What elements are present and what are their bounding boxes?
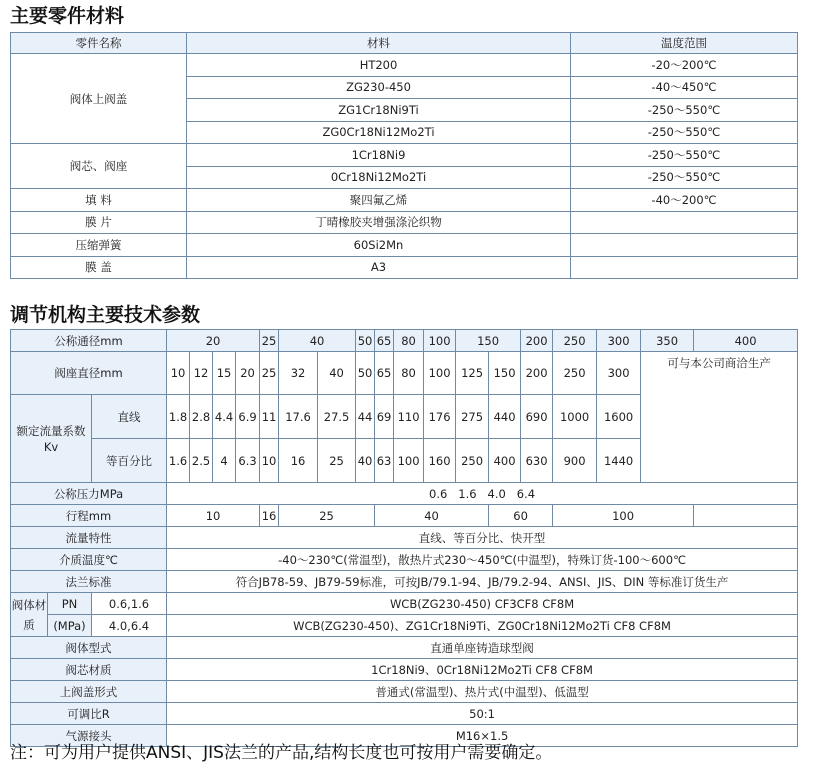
part-name: 阀体上阀盖 [11,54,187,144]
temp-cell: -40～450℃ [571,76,798,99]
table-cell: 25 [318,439,356,483]
table-cell: 11 [260,395,279,439]
table-cell: 400 [694,330,798,352]
table-cell: 300 [597,352,641,395]
table-cell: 25 [260,352,279,395]
table-cell: 2.5 [190,439,213,483]
table-cell: 69 [375,395,394,439]
specs-table [10,329,798,747]
table-cell: 1.6 [167,439,190,483]
body-type-label: 阀体型式 [11,637,167,659]
pn-value: 4.0,6.4 [92,615,167,637]
table-cell: 10 [167,505,260,527]
table-cell: 1600 [597,395,641,439]
pressure-row [11,483,798,505]
table-cell: 250 [553,330,597,352]
table-cell: 400 [489,439,521,483]
material-cell: ZG230-450 [187,76,571,99]
medium-temp-label: 介质温度℃ [11,549,167,571]
table-cell: 250 [553,352,597,395]
table-cell: 10 [260,439,279,483]
medium-temp-value: -40～230℃(常温型)，散热片式230～450℃(中温型)，特殊订货-100～600℃ [167,549,798,571]
table-cell: 150 [456,330,521,352]
table-cell: 50 [356,352,375,395]
table-cell: 1440 [597,439,641,483]
table-cell: 690 [521,395,553,439]
table-cell: 40 [279,330,356,352]
air-conn-label: 气源接头 [11,725,167,747]
table-cell: 50 [356,330,375,352]
material-cell: 1Cr18Ni9 [187,144,571,167]
nominal-dn-row [11,330,798,352]
body-material-row [11,593,798,615]
table-cell: 16 [279,439,318,483]
bonnet-row [11,681,798,703]
table-cell: 275 [456,395,489,439]
table-cell: 1.8 [167,395,190,439]
body-type-value: 直通单座铸造球型阀 [167,637,798,659]
plug-material-value: 1Cr18Ni9、0Cr18Ni12Mo2Ti CF8 CF8M [167,659,798,681]
body-type-row [11,637,798,659]
table-cell: 12 [190,352,213,395]
stroke-row [11,505,798,527]
consult-note: 可与本公司商洽生产 [641,352,798,483]
table-cell: 16 [260,505,279,527]
table-row [11,144,798,167]
pn-label: PN [48,593,92,615]
table-cell: 63 [375,439,394,483]
table-cell: 2.8 [190,395,213,439]
table-cell: 80 [394,330,424,352]
table-cell: 160 [424,439,456,483]
header-material: 材料 [187,33,571,54]
table-cell: 630 [521,439,553,483]
material-cell: HT200 [187,54,571,77]
part-name: 压缩弹簧 [11,234,187,257]
material-cell: 0Cr18Ni12Mo2Ti [187,166,571,189]
temp-cell [571,211,798,234]
table-cell: 25 [279,505,375,527]
table-cell: 4 [213,439,236,483]
material-cell: 丁晴橡胶夹增强涤沦织物 [187,211,571,234]
table-row [11,234,798,257]
table-cell: 80 [394,352,424,395]
table-cell: 65 [375,330,394,352]
table-cell: 100 [424,352,456,395]
table-cell: 27.5 [318,395,356,439]
table-cell: 200 [521,352,553,395]
material-cell: A3 [187,256,571,279]
material-cell: 聚四氟乙烯 [187,189,571,212]
material-cell: 60Si2Mn [187,234,571,257]
table-cell: 100 [394,439,424,483]
materials-table [10,32,798,279]
material-cell: ZG0Cr18Ni12Mo2Ti [187,121,571,144]
rangeability-label: 可调比R [11,703,167,725]
footnote: 注：可为用户提供ANSI、JIS法兰的产品,结构长度也可按用户需要确定。 [10,743,553,763]
stroke-label: 行程mm [11,505,167,527]
body-material-row [11,615,798,637]
part-name: 膜 盖 [11,256,187,279]
material-cell: ZG1Cr18Ni9Ti [187,99,571,122]
rangeability-value: 50:1 [167,703,798,725]
table-cell: 1000 [553,395,597,439]
specs-title: 调节机构主要技术参数 [10,304,201,326]
table-cell: 300 [597,330,641,352]
table-cell: 32 [279,352,318,395]
header-temp: 温度范围 [571,33,798,54]
body-material-value: WCB(ZG230-450) CF3CF8 CF8M [167,593,798,615]
temp-cell [571,256,798,279]
table-cell: 200 [521,330,553,352]
temp-cell: -20～200℃ [571,54,798,77]
table-cell: 110 [394,395,424,439]
table-cell: 44 [356,395,375,439]
table-cell: 350 [641,330,694,352]
pressure-label: 公称压力MPa [11,483,167,505]
kv-equal-label: 等百分比 [92,439,167,483]
kv-label: 额定流量系数Kv [11,395,92,483]
table-cell: 40 [375,505,489,527]
table-row [11,189,798,212]
part-name: 填 料 [11,189,187,212]
table-cell: 6.9 [236,395,260,439]
air-conn-value: M16×1.5 [167,725,798,747]
body-material-label: 阀体材质 [11,593,48,637]
temp-cell: -40～200℃ [571,189,798,212]
flow-char-label: 流量特性 [11,527,167,549]
table-cell: 100 [553,505,694,527]
header-part: 零件名称 [11,33,187,54]
body-material-value: WCB(ZG230-450)、ZG1Cr18Ni9Ti、ZG0Cr18Ni12Mo2Ti CF8 CF8M [167,615,798,637]
part-name: 膜 片 [11,211,187,234]
kv-linear-label: 直线 [92,395,167,439]
table-cell: 60 [489,505,553,527]
temp-cell [571,234,798,257]
table-cell: 40 [356,439,375,483]
pressure-value: 0.6 1.6 4.0 6.4 [167,483,798,505]
table-cell: 4.4 [213,395,236,439]
table-cell: 25 [260,330,279,352]
plug-material-label: 阀芯材质 [11,659,167,681]
table-cell: 15 [213,352,236,395]
table-row [11,256,798,279]
table-cell: 17.6 [279,395,318,439]
flange-row [11,571,798,593]
table-cell [694,505,798,527]
table-cell: 100 [424,330,456,352]
table-cell: 150 [489,352,521,395]
flow-char-value: 直线、等百分比、快开型 [167,527,798,549]
temp-cell: -250～550℃ [571,121,798,144]
seat-dia-row [11,352,798,395]
table-cell: 176 [424,395,456,439]
temp-cell: -250～550℃ [571,166,798,189]
rangeability-row [11,703,798,725]
table-row [11,211,798,234]
bonnet-label: 上阀盖形式 [11,681,167,703]
temp-cell: -250～550℃ [571,99,798,122]
table-cell: 65 [375,352,394,395]
pn-unit: (MPa) [48,615,92,637]
table-cell: 900 [553,439,597,483]
flange-label: 法兰标准 [11,571,167,593]
flange-value: 符合JB78-59、JB79-59标准，可按JB/79.1-94、JB/79.2-94、ANSI、JIS、DIN 等标准订货生产 [167,571,798,593]
nominal-dn-label: 公称通径mm [11,330,167,352]
table-cell: 125 [456,352,489,395]
flow-char-row [11,527,798,549]
materials-header-row [11,33,798,54]
table-cell: 20 [236,352,260,395]
table-cell: 6.3 [236,439,260,483]
table-cell: 10 [167,352,190,395]
bonnet-value: 普通式(常温型)、热片式(中温型)、低温型 [167,681,798,703]
part-name: 阀芯、阀座 [11,144,187,189]
table-cell: 250 [456,439,489,483]
materials-title: 主要零件材料 [10,5,125,27]
table-cell: 20 [167,330,260,352]
table-row [11,54,798,77]
table-cell: 40 [318,352,356,395]
seat-dia-label: 阀座直径mm [11,352,167,395]
medium-temp-row [11,549,798,571]
pn-value: 0.6,1.6 [92,593,167,615]
plug-material-row [11,659,798,681]
temp-cell: -250～550℃ [571,144,798,167]
table-cell: 440 [489,395,521,439]
